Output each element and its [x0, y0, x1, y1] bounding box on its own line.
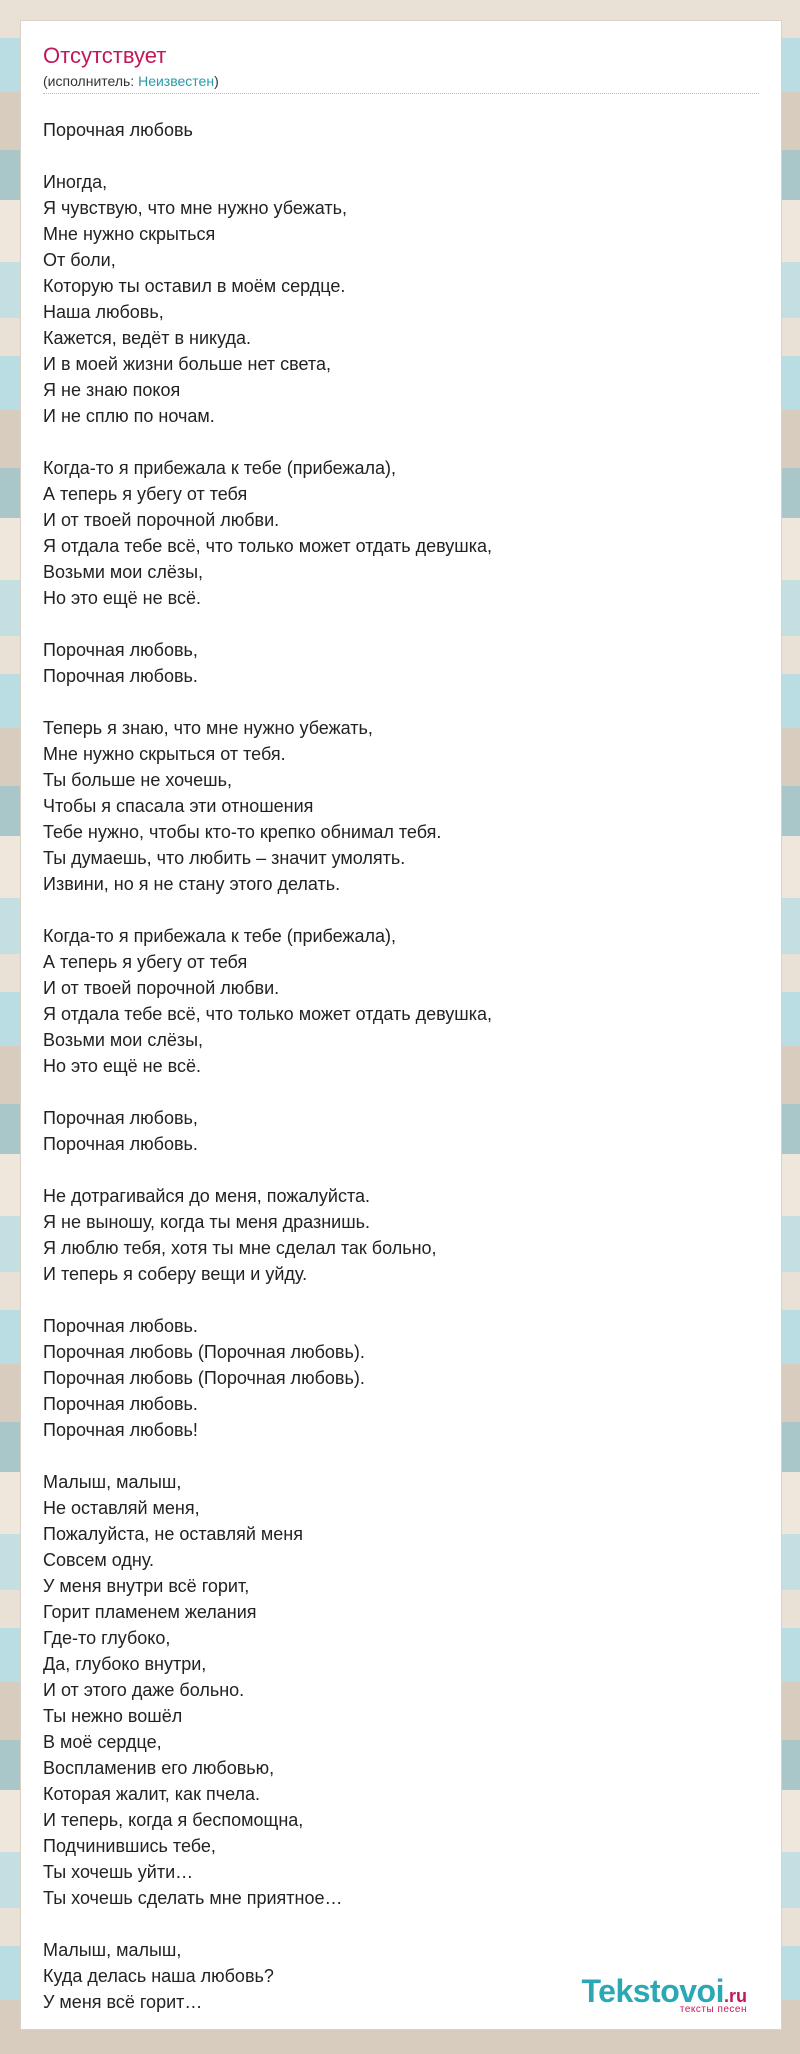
logo-tagline: тексты песен — [679, 2004, 747, 2015]
logo-name: Tekstovoi — [581, 1973, 724, 2009]
song-title: Отсутствует — [43, 43, 167, 68]
artist-link[interactable]: Неизвестен — [138, 73, 215, 89]
lyrics-text: Порочная любовь Иногда, Я чувствую, что мне нужно убежать, Мне нужно скрыться От боли, Которую ты оставил в моём сердце. Наша любовь, Кажется, ведёт в никуда. И в моей жизни больше нет света, Я не знаю покоя И не сплю по ночам. Когда-то я прибежала к тебе (прибежала), А теперь я убегу от тебя И от твоей порочной любви. Я отдала тебе всё, что только может отдать девушка, Возьми мои слёзы, Но это ещё не всё. Порочная любовь, Порочная любовь. Теперь я знаю, что мне нужно убежать, Мне нужно скрыться от тебя. Ты больше не хочешь, Чтобы я спасала эти отношения Тебе нужно, чтобы кто-то крепко обнимал тебя. Ты думаешь, что любить – значит умолять. Извини, но я не стану этого делать. Когда-то я прибежала к тебе (прибежала), А теперь я убегу от тебя И от твоей порочной любви. Я отдала тебе всё, что только может отдать девушка, Возьми мои слёзы, Но это ещё не всё. Порочная любовь, Порочная любовь. Не дотрагивайся до меня, пожалуйста. Я не выношу, когда ты меня дразнишь. Я люблю тебя, хотя ты мне сделал так больно, И теперь я соберу вещи и уйду. Порочная любовь. Порочная любовь (Порочная любовь). Порочная любовь (Порочная любовь). Порочная любовь. Порочная любовь! Малыш, малыш, Не оставляй меня, Пожалуйста, не оставляй меня Совсем одну. У меня внутри всё горит, Горит пламенем желания Где-то глубоко, Да, глубоко внутри, И от этого даже больно. Ты нежно вошёл В моё сердце, Воспламенив его любовью, Которая жалит, как пчела. И теперь, когда я беспомощна, Подчинившись тебе, Ты хочешь уйти… Ты хочешь сделать мне приятное… Малыш, малыш, Куда делась наша любовь? У меня всё горит… — [43, 120, 492, 2012]
artist-suffix: ) — [214, 73, 219, 89]
site-logo[interactable] — [581, 1973, 747, 2015]
title-divider — [43, 93, 759, 94]
artist-line — [43, 73, 219, 89]
logo-domain: .ru — [723, 1986, 747, 2006]
lyrics-card — [20, 20, 782, 2030]
artist-prefix: (исполнитель: — [43, 73, 139, 89]
